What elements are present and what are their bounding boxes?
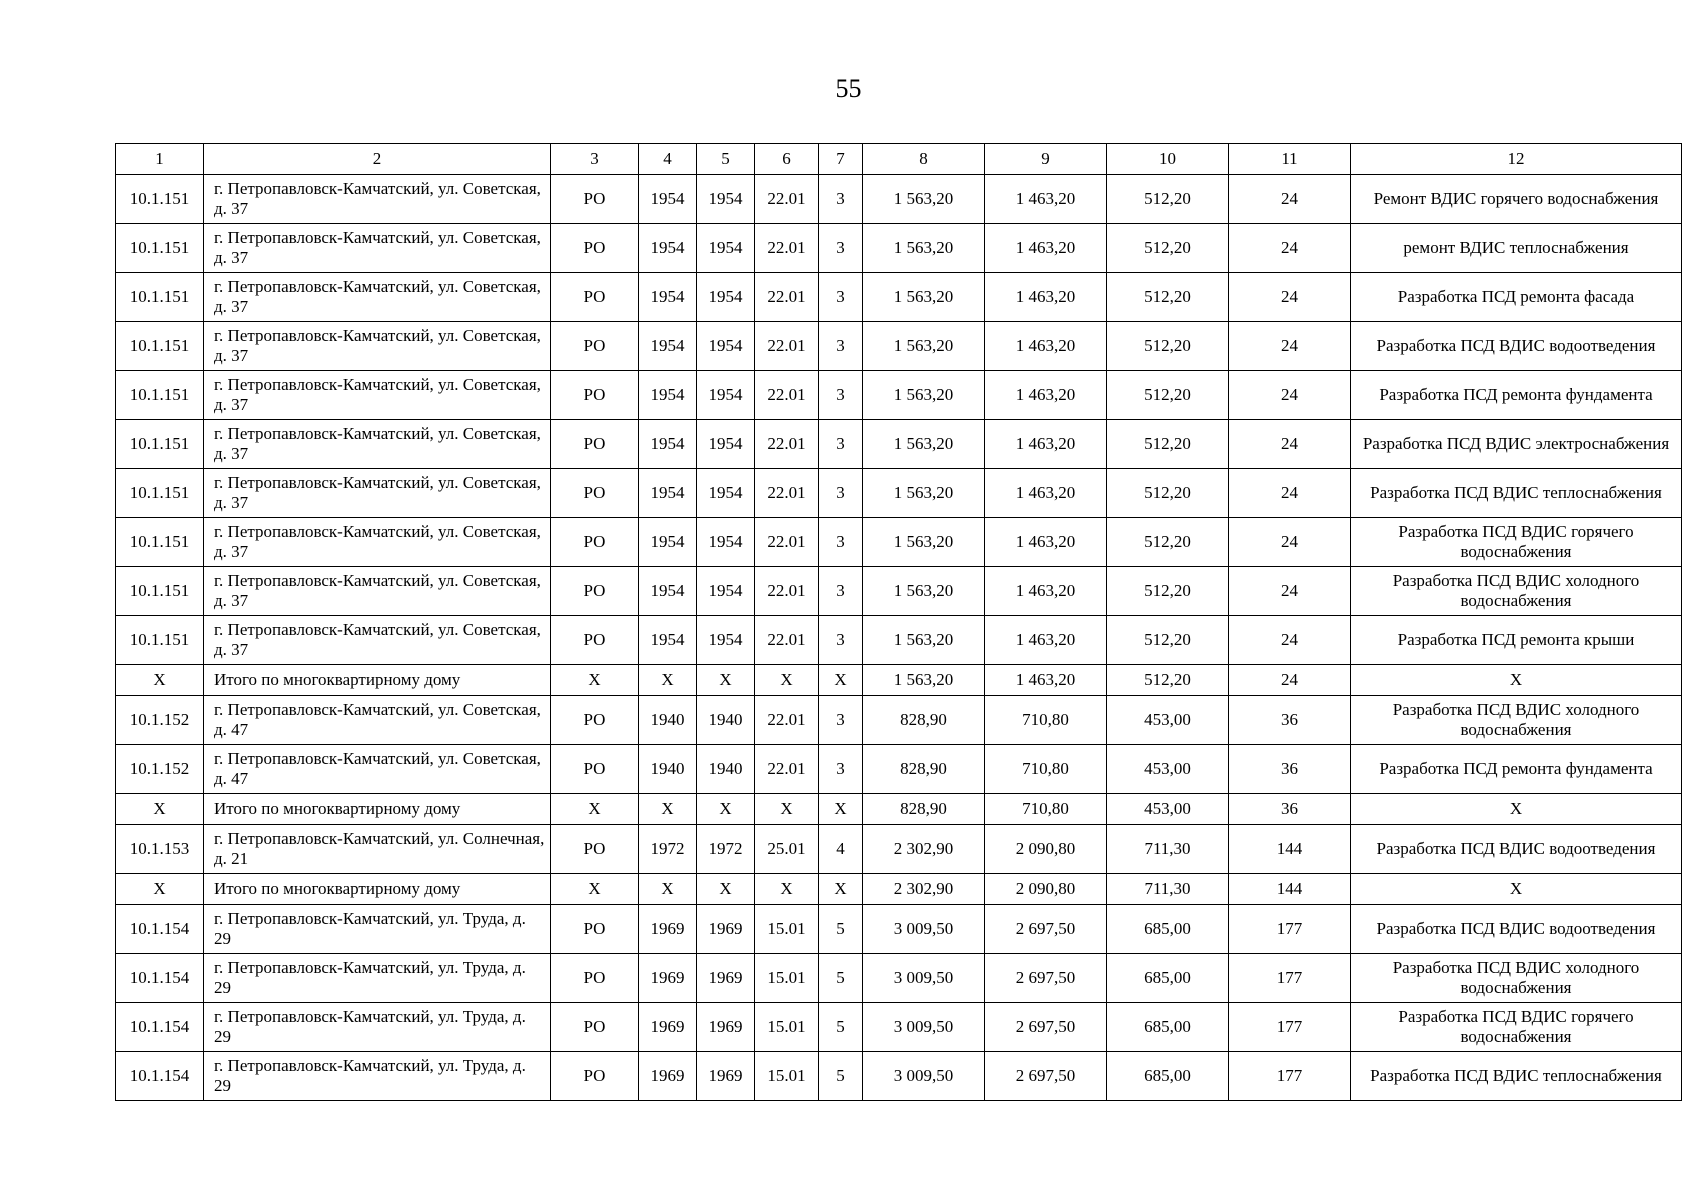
column-number: 3: [551, 144, 639, 175]
work-type-cell: Разработка ПСД ремонта фасада: [1351, 273, 1682, 322]
ownership-cell: РО: [551, 1003, 639, 1052]
ownership-cell: РО: [551, 371, 639, 420]
residents-cell: 24: [1229, 273, 1351, 322]
column-number-row: [116, 144, 1682, 175]
wall-material-cell: 22.01: [755, 322, 819, 371]
year-commissioned-cell: 1954: [697, 322, 755, 371]
year-commissioned-cell: 1954: [697, 518, 755, 567]
residential-area-cell: 1 463,20: [985, 518, 1107, 567]
total-area-cell: 1 563,20: [863, 616, 985, 665]
residents-cell: 24: [1229, 322, 1351, 371]
year-built-cell: X: [639, 874, 697, 905]
table-total-row: [116, 874, 1682, 905]
floors-cell: 5: [819, 905, 863, 954]
total-area-cell: 3 009,50: [863, 1052, 985, 1101]
data-table: [115, 143, 1682, 1101]
total-area-cell: 828,90: [863, 745, 985, 794]
year-built-cell: 1954: [639, 273, 697, 322]
address-cell: Итого по многоквартирному дому: [204, 665, 551, 696]
residents-cell: 177: [1229, 1052, 1351, 1101]
address-cell: г. Петропавловск-Камчатский, ул. Советская, д. 47: [204, 745, 551, 794]
table-row: [116, 567, 1682, 616]
ownership-cell: РО: [551, 1052, 639, 1101]
residential-area-cell: 1 463,20: [985, 273, 1107, 322]
address-cell: г. Петропавловск-Камчатский, ул. Солнечная, д. 21: [204, 825, 551, 874]
address-cell: г. Петропавловск-Камчатский, ул. Советская, д. 37: [204, 322, 551, 371]
floors-cell: 3: [819, 322, 863, 371]
residents-cell: 177: [1229, 1003, 1351, 1052]
wall-material-cell: 22.01: [755, 745, 819, 794]
year-commissioned-cell: 1954: [697, 567, 755, 616]
common-area-cell: 512,20: [1107, 420, 1229, 469]
wall-material-cell: 15.01: [755, 1052, 819, 1101]
row-number-cell: 10.1.152: [116, 745, 204, 794]
common-area-cell: 711,30: [1107, 825, 1229, 874]
common-area-cell: 685,00: [1107, 954, 1229, 1003]
wall-material-cell: 22.01: [755, 696, 819, 745]
wall-material-cell: 22.01: [755, 420, 819, 469]
common-area-cell: 453,00: [1107, 794, 1229, 825]
year-built-cell: 1954: [639, 224, 697, 273]
common-area-cell: 685,00: [1107, 1003, 1229, 1052]
residents-cell: 36: [1229, 696, 1351, 745]
floors-cell: 3: [819, 371, 863, 420]
ownership-cell: РО: [551, 616, 639, 665]
common-area-cell: 711,30: [1107, 874, 1229, 905]
address-cell: г. Петропавловск-Камчатский, ул. Советская, д. 37: [204, 175, 551, 224]
wall-material-cell: 22.01: [755, 273, 819, 322]
total-area-cell: 3 009,50: [863, 1003, 985, 1052]
work-type-cell: X: [1351, 665, 1682, 696]
ownership-cell: РО: [551, 518, 639, 567]
work-type-cell: ремонт ВДИС теплоснабжения: [1351, 224, 1682, 273]
column-number: 7: [819, 144, 863, 175]
table-row: [116, 905, 1682, 954]
common-area-cell: 512,20: [1107, 665, 1229, 696]
table-row: [116, 825, 1682, 874]
year-commissioned-cell: 1954: [697, 175, 755, 224]
table-row: [116, 518, 1682, 567]
floors-cell: 3: [819, 273, 863, 322]
ownership-cell: РО: [551, 322, 639, 371]
ownership-cell: РО: [551, 567, 639, 616]
address-cell: Итого по многоквартирному дому: [204, 874, 551, 905]
row-number-cell: 10.1.151: [116, 175, 204, 224]
residents-cell: 177: [1229, 954, 1351, 1003]
work-type-cell: Разработка ПСД ВДИС теплоснабжения: [1351, 469, 1682, 518]
year-commissioned-cell: 1969: [697, 1003, 755, 1052]
year-commissioned-cell: 1954: [697, 469, 755, 518]
work-type-cell: Разработка ПСД ВДИС горячего водоснабжения: [1351, 1003, 1682, 1052]
wall-material-cell: X: [755, 794, 819, 825]
residential-area-cell: 1 463,20: [985, 322, 1107, 371]
page-number: 55: [835, 74, 862, 103]
row-number-cell: 10.1.154: [116, 1003, 204, 1052]
common-area-cell: 512,20: [1107, 469, 1229, 518]
ownership-cell: РО: [551, 905, 639, 954]
ownership-cell: РО: [551, 954, 639, 1003]
year-commissioned-cell: 1954: [697, 273, 755, 322]
work-type-cell: Разработка ПСД ремонта фундамента: [1351, 371, 1682, 420]
floors-cell: 5: [819, 1052, 863, 1101]
residents-cell: 24: [1229, 175, 1351, 224]
common-area-cell: 512,20: [1107, 567, 1229, 616]
floors-cell: 3: [819, 567, 863, 616]
year-built-cell: 1954: [639, 616, 697, 665]
year-commissioned-cell: X: [697, 794, 755, 825]
address-cell: г. Петропавловск-Камчатский, ул. Труда, д. 29: [204, 1003, 551, 1052]
floors-cell: X: [819, 794, 863, 825]
year-commissioned-cell: 1954: [697, 224, 755, 273]
wall-material-cell: 15.01: [755, 954, 819, 1003]
residents-cell: 24: [1229, 469, 1351, 518]
residents-cell: 144: [1229, 874, 1351, 905]
address-cell: г. Петропавловск-Камчатский, ул. Советская, д. 37: [204, 371, 551, 420]
ownership-cell: РО: [551, 420, 639, 469]
common-area-cell: 512,20: [1107, 322, 1229, 371]
residential-area-cell: 1 463,20: [985, 371, 1107, 420]
ownership-cell: X: [551, 874, 639, 905]
work-type-cell: Разработка ПСД ВДИС водоотведения: [1351, 905, 1682, 954]
floors-cell: 5: [819, 1003, 863, 1052]
work-type-cell: X: [1351, 794, 1682, 825]
ownership-cell: РО: [551, 696, 639, 745]
work-type-cell: Разработка ПСД ВДИС холодного водоснабжения: [1351, 567, 1682, 616]
year-commissioned-cell: X: [697, 665, 755, 696]
table-row: [116, 175, 1682, 224]
wall-material-cell: X: [755, 874, 819, 905]
ownership-cell: X: [551, 665, 639, 696]
table-row: [116, 224, 1682, 273]
work-type-cell: Разработка ПСД ВДИС водоотведения: [1351, 322, 1682, 371]
address-cell: г. Петропавловск-Камчатский, ул. Советская, д. 37: [204, 518, 551, 567]
address-cell: г. Петропавловск-Камчатский, ул. Труда, д. 29: [204, 905, 551, 954]
column-number: 2: [204, 144, 551, 175]
year-built-cell: X: [639, 794, 697, 825]
work-type-cell: X: [1351, 874, 1682, 905]
table-row: [116, 696, 1682, 745]
row-number-cell: X: [116, 665, 204, 696]
year-built-cell: 1954: [639, 175, 697, 224]
residents-cell: 24: [1229, 665, 1351, 696]
total-area-cell: 1 563,20: [863, 322, 985, 371]
year-built-cell: 1969: [639, 1003, 697, 1052]
address-cell: г. Петропавловск-Камчатский, ул. Советская, д. 37: [204, 273, 551, 322]
row-number-cell: 10.1.154: [116, 905, 204, 954]
year-built-cell: 1954: [639, 420, 697, 469]
year-commissioned-cell: 1954: [697, 371, 755, 420]
residents-cell: 36: [1229, 745, 1351, 794]
address-cell: г. Петропавловск-Камчатский, ул. Труда, д. 29: [204, 1052, 551, 1101]
total-area-cell: 1 563,20: [863, 665, 985, 696]
work-type-cell: Разработка ПСД ВДИС горячего водоснабжения: [1351, 518, 1682, 567]
total-area-cell: 3 009,50: [863, 905, 985, 954]
row-number-cell: 10.1.151: [116, 224, 204, 273]
year-commissioned-cell: 1969: [697, 905, 755, 954]
year-commissioned-cell: 1969: [697, 954, 755, 1003]
work-type-cell: Разработка ПСД ВДИС теплоснабжения: [1351, 1052, 1682, 1101]
residential-area-cell: 2 697,50: [985, 954, 1107, 1003]
wall-material-cell: 22.01: [755, 224, 819, 273]
address-cell: Итого по многоквартирному дому: [204, 794, 551, 825]
floors-cell: 3: [819, 518, 863, 567]
residential-area-cell: 1 463,20: [985, 567, 1107, 616]
wall-material-cell: 22.01: [755, 371, 819, 420]
residential-area-cell: 710,80: [985, 794, 1107, 825]
year-built-cell: 1969: [639, 1052, 697, 1101]
work-type-cell: Разработка ПСД ремонта крыши: [1351, 616, 1682, 665]
row-number-cell: 10.1.151: [116, 567, 204, 616]
row-number-cell: 10.1.151: [116, 616, 204, 665]
row-number-cell: 10.1.151: [116, 518, 204, 567]
year-built-cell: 1954: [639, 518, 697, 567]
year-built-cell: 1969: [639, 905, 697, 954]
floors-cell: 3: [819, 696, 863, 745]
column-number: 8: [863, 144, 985, 175]
common-area-cell: 512,20: [1107, 224, 1229, 273]
column-number: 5: [697, 144, 755, 175]
year-built-cell: 1940: [639, 745, 697, 794]
work-type-cell: Разработка ПСД ВДИС электроснабжения: [1351, 420, 1682, 469]
floors-cell: 3: [819, 745, 863, 794]
year-commissioned-cell: X: [697, 874, 755, 905]
table-row: [116, 1003, 1682, 1052]
floors-cell: 3: [819, 175, 863, 224]
residents-cell: 24: [1229, 420, 1351, 469]
residents-cell: 24: [1229, 616, 1351, 665]
common-area-cell: 512,20: [1107, 371, 1229, 420]
row-number-cell: 10.1.153: [116, 825, 204, 874]
residents-cell: 24: [1229, 371, 1351, 420]
residents-cell: 177: [1229, 905, 1351, 954]
residential-area-cell: 2 697,50: [985, 905, 1107, 954]
year-built-cell: 1954: [639, 322, 697, 371]
wall-material-cell: 25.01: [755, 825, 819, 874]
row-number-cell: 10.1.151: [116, 371, 204, 420]
total-area-cell: 828,90: [863, 794, 985, 825]
work-type-cell: Разработка ПСД ВДИС холодного водоснабжения: [1351, 954, 1682, 1003]
work-type-cell: Разработка ПСД ремонта фундамента: [1351, 745, 1682, 794]
address-cell: г. Петропавловск-Камчатский, ул. Советская, д. 37: [204, 420, 551, 469]
year-built-cell: 1954: [639, 469, 697, 518]
ownership-cell: РО: [551, 224, 639, 273]
residential-area-cell: 2 697,50: [985, 1003, 1107, 1052]
address-cell: г. Петропавловск-Камчатский, ул. Советская, д. 37: [204, 224, 551, 273]
floors-cell: 3: [819, 616, 863, 665]
row-number-cell: 10.1.151: [116, 469, 204, 518]
table-row: [116, 469, 1682, 518]
residential-area-cell: 1 463,20: [985, 420, 1107, 469]
ownership-cell: РО: [551, 745, 639, 794]
floors-cell: 3: [819, 420, 863, 469]
total-area-cell: 1 563,20: [863, 273, 985, 322]
wall-material-cell: 22.01: [755, 567, 819, 616]
table-row: [116, 371, 1682, 420]
wall-material-cell: 22.01: [755, 518, 819, 567]
total-area-cell: 2 302,90: [863, 825, 985, 874]
residential-area-cell: 1 463,20: [985, 616, 1107, 665]
table-body: [116, 144, 1682, 1101]
residential-area-cell: 1 463,20: [985, 224, 1107, 273]
address-cell: г. Петропавловск-Камчатский, ул. Советская, д. 47: [204, 696, 551, 745]
year-commissioned-cell: 1972: [697, 825, 755, 874]
floors-cell: 3: [819, 224, 863, 273]
floors-cell: 5: [819, 954, 863, 1003]
year-commissioned-cell: 1969: [697, 1052, 755, 1101]
residents-cell: 24: [1229, 224, 1351, 273]
ownership-cell: РО: [551, 175, 639, 224]
row-number-cell: 10.1.151: [116, 322, 204, 371]
ownership-cell: РО: [551, 469, 639, 518]
row-number-cell: 10.1.154: [116, 1052, 204, 1101]
column-number: 6: [755, 144, 819, 175]
ownership-cell: РО: [551, 825, 639, 874]
total-area-cell: 1 563,20: [863, 518, 985, 567]
work-type-cell: Разработка ПСД ВДИС водоотведения: [1351, 825, 1682, 874]
wall-material-cell: 15.01: [755, 1003, 819, 1052]
total-area-cell: 1 563,20: [863, 224, 985, 273]
wall-material-cell: X: [755, 665, 819, 696]
column-number: 1: [116, 144, 204, 175]
floors-cell: X: [819, 665, 863, 696]
row-number-cell: 10.1.151: [116, 420, 204, 469]
table-total-row: [116, 665, 1682, 696]
residential-area-cell: 710,80: [985, 696, 1107, 745]
year-commissioned-cell: 1954: [697, 420, 755, 469]
residential-area-cell: 2 090,80: [985, 874, 1107, 905]
table-row: [116, 273, 1682, 322]
total-area-cell: 1 563,20: [863, 175, 985, 224]
residential-area-cell: 2 090,80: [985, 825, 1107, 874]
year-built-cell: 1969: [639, 954, 697, 1003]
row-number-cell: X: [116, 794, 204, 825]
year-built-cell: 1954: [639, 567, 697, 616]
wall-material-cell: 22.01: [755, 175, 819, 224]
row-number-cell: X: [116, 874, 204, 905]
common-area-cell: 512,20: [1107, 175, 1229, 224]
year-commissioned-cell: 1940: [697, 696, 755, 745]
residents-cell: 24: [1229, 567, 1351, 616]
address-cell: г. Петропавловск-Камчатский, ул. Труда, д. 29: [204, 954, 551, 1003]
address-cell: г. Петропавловск-Камчатский, ул. Советская, д. 37: [204, 567, 551, 616]
column-number: 9: [985, 144, 1107, 175]
column-number: 10: [1107, 144, 1229, 175]
column-number: 4: [639, 144, 697, 175]
year-built-cell: 1954: [639, 371, 697, 420]
total-area-cell: 2 302,90: [863, 874, 985, 905]
table-row: [116, 616, 1682, 665]
common-area-cell: 453,00: [1107, 696, 1229, 745]
work-type-cell: Разработка ПСД ВДИС холодного водоснабжения: [1351, 696, 1682, 745]
common-area-cell: 685,00: [1107, 905, 1229, 954]
floors-cell: 3: [819, 469, 863, 518]
common-area-cell: 453,00: [1107, 745, 1229, 794]
floors-cell: X: [819, 874, 863, 905]
residents-cell: 24: [1229, 518, 1351, 567]
table-row: [116, 1052, 1682, 1101]
common-area-cell: 512,20: [1107, 616, 1229, 665]
table-row: [116, 954, 1682, 1003]
table-total-row: [116, 794, 1682, 825]
row-number-cell: 10.1.151: [116, 273, 204, 322]
address-cell: г. Петропавловск-Камчатский, ул. Советская, д. 37: [204, 616, 551, 665]
column-number: 12: [1351, 144, 1682, 175]
address-cell: г. Петропавловск-Камчатский, ул. Советская, д. 37: [204, 469, 551, 518]
common-area-cell: 512,20: [1107, 273, 1229, 322]
residential-area-cell: 1 463,20: [985, 175, 1107, 224]
work-type-cell: Ремонт ВДИС горячего водоснабжения: [1351, 175, 1682, 224]
year-built-cell: 1940: [639, 696, 697, 745]
floors-cell: 4: [819, 825, 863, 874]
common-area-cell: 512,20: [1107, 518, 1229, 567]
ownership-cell: X: [551, 794, 639, 825]
year-built-cell: X: [639, 665, 697, 696]
ownership-cell: РО: [551, 273, 639, 322]
total-area-cell: 3 009,50: [863, 954, 985, 1003]
residents-cell: 144: [1229, 825, 1351, 874]
residents-cell: 36: [1229, 794, 1351, 825]
residential-area-cell: 710,80: [985, 745, 1107, 794]
year-commissioned-cell: 1954: [697, 616, 755, 665]
row-number-cell: 10.1.154: [116, 954, 204, 1003]
total-area-cell: 1 563,20: [863, 420, 985, 469]
residential-area-cell: 2 697,50: [985, 1052, 1107, 1101]
wall-material-cell: 22.01: [755, 616, 819, 665]
total-area-cell: 1 563,20: [863, 371, 985, 420]
residential-area-cell: 1 463,20: [985, 665, 1107, 696]
wall-material-cell: 22.01: [755, 469, 819, 518]
total-area-cell: 1 563,20: [863, 469, 985, 518]
common-area-cell: 685,00: [1107, 1052, 1229, 1101]
table-row: [116, 322, 1682, 371]
total-area-cell: 1 563,20: [863, 567, 985, 616]
column-number: 11: [1229, 144, 1351, 175]
year-commissioned-cell: 1940: [697, 745, 755, 794]
wall-material-cell: 15.01: [755, 905, 819, 954]
total-area-cell: 828,90: [863, 696, 985, 745]
table-row: [116, 420, 1682, 469]
residential-area-cell: 1 463,20: [985, 469, 1107, 518]
year-built-cell: 1972: [639, 825, 697, 874]
table-row: [116, 745, 1682, 794]
row-number-cell: 10.1.152: [116, 696, 204, 745]
